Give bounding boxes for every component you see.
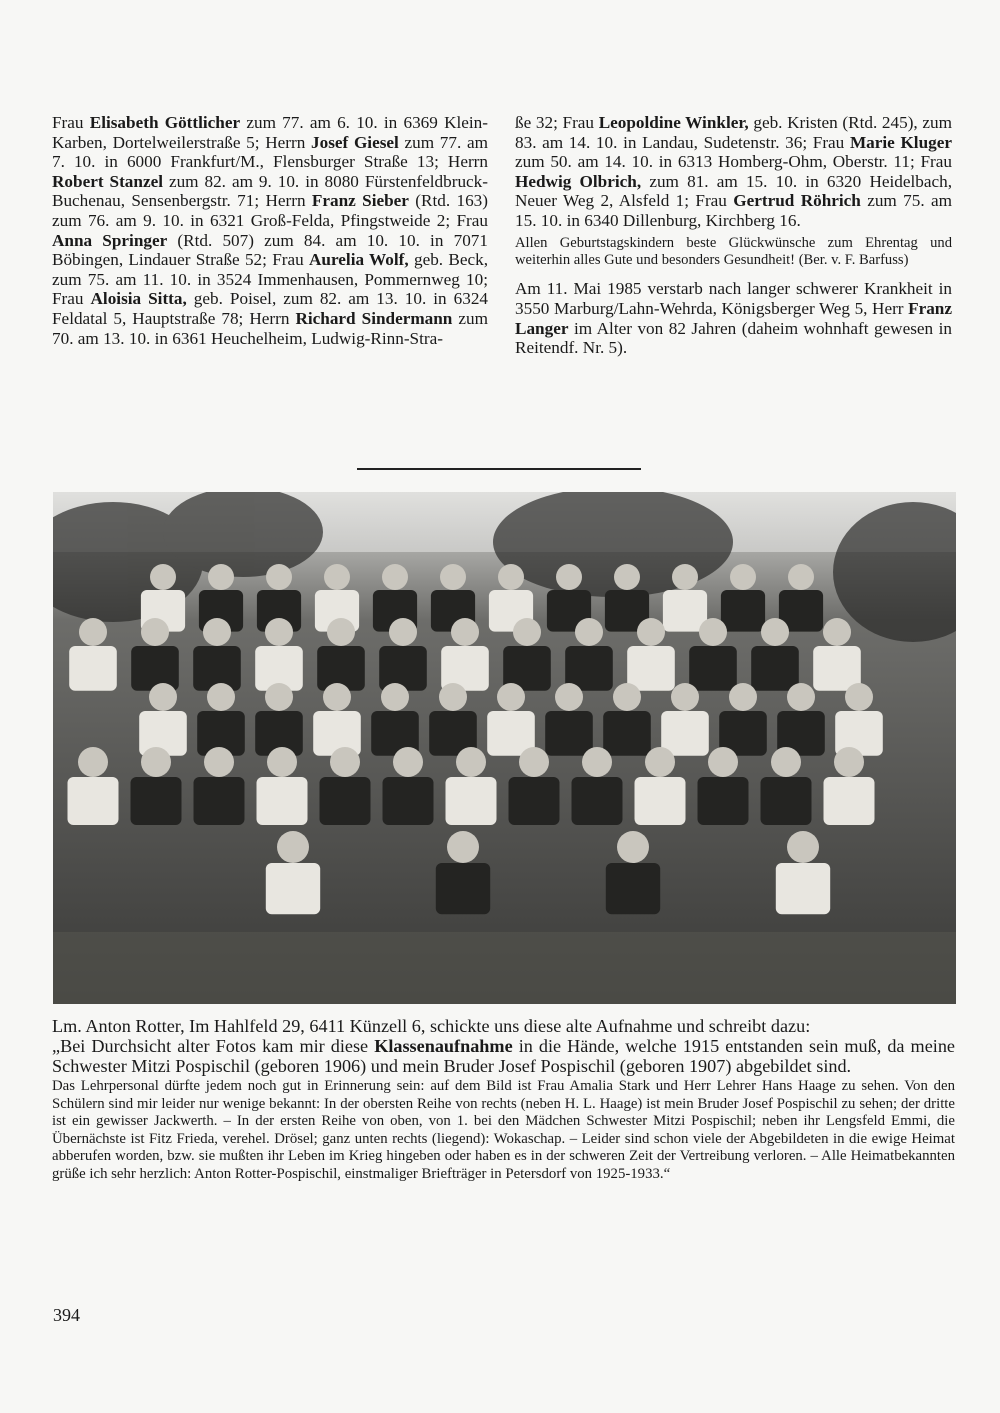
person-face xyxy=(556,564,582,590)
person-face xyxy=(823,618,851,646)
person-face xyxy=(141,747,171,777)
person-face xyxy=(277,831,309,863)
person-face xyxy=(150,564,176,590)
person-face xyxy=(497,683,525,711)
bold-name: Leopoldine Winkler, xyxy=(598,113,749,132)
person-face xyxy=(381,683,409,711)
person-body xyxy=(436,863,490,914)
person-face xyxy=(267,747,297,777)
greeting-text: Allen Geburtstagskindern beste Glückwünsche zum Ehrentag und weiterhin alles Gute und besonders Gesundheit! (Ber. v. F. Barfuss) xyxy=(515,234,952,268)
person-face xyxy=(519,747,549,777)
person-face xyxy=(617,831,649,863)
page-number: 394 xyxy=(53,1305,80,1325)
person-body xyxy=(824,777,875,825)
birthday-list-right: ße 32; Frau Leopoldine Winkler, geb. Kristen (Rtd. 245), zum 83. am 14. 10. in Landau, Sudetenstr. 36; Frau Marie Kluger zum 50. am 14. 10. in 6313 Homberg-Ohm, Oberstr. 11; Frau Hedwig Olbrich, zum 81. am 15. 10. in 6320 Heidelbach, Neuer Weg 2, Alsfeld 1; Frau Gertrud Röhrich zum 75. am 15. 10. in 6340 Dillenburg, Kirchberg 16. xyxy=(515,113,952,230)
person-face xyxy=(582,747,612,777)
person-body xyxy=(721,590,765,632)
bold-name: Franz Langer xyxy=(515,298,952,338)
person-body xyxy=(509,777,560,825)
person-face xyxy=(645,747,675,777)
right-column xyxy=(515,113,952,358)
person-face xyxy=(330,747,360,777)
person-face xyxy=(393,747,423,777)
person-face xyxy=(440,564,466,590)
person-face xyxy=(729,683,757,711)
person-face xyxy=(141,618,169,646)
person-face xyxy=(575,618,603,646)
person-face xyxy=(439,683,467,711)
person-body xyxy=(661,711,709,756)
person-face xyxy=(323,683,351,711)
person-body xyxy=(572,777,623,825)
person-face xyxy=(761,618,789,646)
bold-name: Aurelia Wolf, xyxy=(309,250,409,270)
person-face xyxy=(78,747,108,777)
person-body xyxy=(379,646,427,691)
bold-name: Aloisia Sitta, xyxy=(90,289,187,309)
class-photo-image xyxy=(53,492,956,1004)
person-body xyxy=(663,590,707,632)
person-body xyxy=(446,777,497,825)
person-face xyxy=(555,683,583,711)
person-face xyxy=(382,564,408,590)
person-face xyxy=(208,564,234,590)
caption-quote: „Bei Durchsicht alter Fotos kam mir diese Klassenaufnahme in die Hände, welche 1915 entstanden sein muß, da meine Schwester Mitzi Pospischil (geboren 1906) und mein Bruder Josef Pospischil (geboren 1907) abgebildet sind. xyxy=(52,1036,955,1076)
person-face xyxy=(834,747,864,777)
person-face xyxy=(266,564,292,590)
birthday-list-left: Frau Elisabeth Göttlicher zum 77. am 6. 10. in 6369 Klein-Karben, Dortelweilerstraße 5; Herrn Josef Giesel zum 77. am 7. 10. in 6000 Frankfurt/M., Flensburger Straße 13; Herrn Robert Stanzel zum 82. am 9. 10. in 8080 Fürstenfeldbruck-Buchenau, Sensenbergstr. 71; Herrn Franz Sieber (Rtd. 163) zum 76. am 9. 10. in 6321 Groß-Felda, Pfingstweide 2; Frau Anna Springer (Rtd. 507) zum 84. am 10. 10. in 7071 Böbingen, Lindauer Straße 52; Frau Aurelia Wolf, geb. Beck, zum 75. am 11. 10. in 3524 Immenhausen, Pommernweg 10; Frau Aloisia Sitta, geb. Poisel, zum 82. am 13. 10. in 6324 Feldatal 5, Hauptstraße 78; Herrn Richard Sindermann zum 70. am 13. 10. in 6361 Heuchelheim, Ludwig-Rinn-Stra- xyxy=(52,113,489,348)
person-face xyxy=(498,564,524,590)
person-body xyxy=(635,777,686,825)
person-face xyxy=(203,618,231,646)
person-face xyxy=(513,618,541,646)
person-body xyxy=(68,777,119,825)
photo-caption xyxy=(52,1016,955,1184)
bold-name: Marie Kluger xyxy=(849,132,952,152)
person-body xyxy=(698,777,749,825)
person-face xyxy=(265,683,293,711)
person-body xyxy=(545,711,593,756)
person-face xyxy=(327,618,355,646)
person-body xyxy=(194,777,245,825)
person-face xyxy=(389,618,417,646)
person-face xyxy=(787,683,815,711)
person-body xyxy=(776,863,830,914)
bold-name: Anna Springer xyxy=(52,230,168,250)
person-body xyxy=(606,863,660,914)
person-body xyxy=(383,777,434,825)
person-face xyxy=(845,683,873,711)
class-photo xyxy=(53,492,956,1004)
left-column xyxy=(52,113,488,348)
person-face xyxy=(149,683,177,711)
bold-name: Franz Sieber xyxy=(311,191,409,211)
bold-name: Josef Giesel xyxy=(311,132,399,152)
person-body xyxy=(257,777,308,825)
person-face xyxy=(79,618,107,646)
bold-name: Richard Sindermann xyxy=(295,308,453,328)
person-face xyxy=(456,747,486,777)
person-body xyxy=(627,646,675,691)
bold-name: Elisabeth Göttlicher xyxy=(89,113,241,132)
person-face xyxy=(771,747,801,777)
bold-name: Robert Stanzel xyxy=(52,171,163,191)
bold-name: Klassenaufnahme xyxy=(374,1036,513,1056)
person-body xyxy=(131,777,182,825)
person-face xyxy=(637,618,665,646)
person-body xyxy=(131,646,179,691)
person-face xyxy=(324,564,350,590)
person-face xyxy=(699,618,727,646)
person-face xyxy=(204,747,234,777)
person-face xyxy=(265,618,293,646)
person-body xyxy=(761,777,812,825)
caption-body: Das Lehrpersonal dürfte jedem noch gut in Erinnerung sein: auf dem Bild ist Frau Amalia Stark und Herr Lehrer Hans Haage zu sehen. Von den Schülern sind mir leider nur wenige bekannt: In der obersten Reihe von rechts (neben H. L. Haage) ist mein Bruder Josef Pospischil zu sehen; der dritte ist ein gewisser Jackwerth. – In der ersten Reihe von oben, von 1. bei den Mädchen Schwester Mitzi Pospischil; neben ihr Lengsfeld Emmi, die Übernächste ist Fitz Frieda, verehel. Drösel; ganz unten rechts (liegend): Wokaschap. – Leider sind schon viele der Abgebildeten in die ewige Heimat abberufen worden, bzw. sie mußten ihr Leben im Krieg hingeben oder haben es in der schweren Zeit der Vertreibung verloren. – Alle Heimatbekannten grüße ich sehr herzlich: Anton Rotter-Pospischil, einstmaliger Briefträger in Petersdorf von 1925-1933.“ xyxy=(52,1078,955,1182)
person-face xyxy=(451,618,479,646)
person-face xyxy=(671,683,699,711)
person-face xyxy=(730,564,756,590)
person-face xyxy=(708,747,738,777)
person-body xyxy=(313,711,361,756)
person-body xyxy=(603,711,651,756)
person-body xyxy=(320,777,371,825)
person-body xyxy=(69,646,117,691)
bold-name: Hedwig Olbrich, xyxy=(515,171,642,191)
person-body xyxy=(751,646,799,691)
person-face xyxy=(614,564,640,590)
person-face xyxy=(613,683,641,711)
caption-intro: Lm. Anton Rotter, Im Hahlfeld 29, 6411 Künzell 6, schickte uns diese alte Aufnahme und schreibt dazu: xyxy=(52,1016,811,1036)
section-divider xyxy=(357,468,641,470)
person-face xyxy=(788,564,814,590)
person-body xyxy=(266,863,320,914)
death-notice: Am 11. Mai 1985 verstarb nach langer schwerer Krankheit in 3550 Marburg/Lahn-Wehrda, Königsberger Weg 5, Herr Franz Langer im Alter von 82 Jahren (daheim wohnhaft gewesen in Reitendf. Nr. 5). xyxy=(515,279,952,358)
person-face xyxy=(207,683,235,711)
person-body xyxy=(689,646,737,691)
person-face xyxy=(787,831,819,863)
person-face xyxy=(447,831,479,863)
bold-name: Gertrud Röhrich xyxy=(733,191,861,211)
person-face xyxy=(672,564,698,590)
